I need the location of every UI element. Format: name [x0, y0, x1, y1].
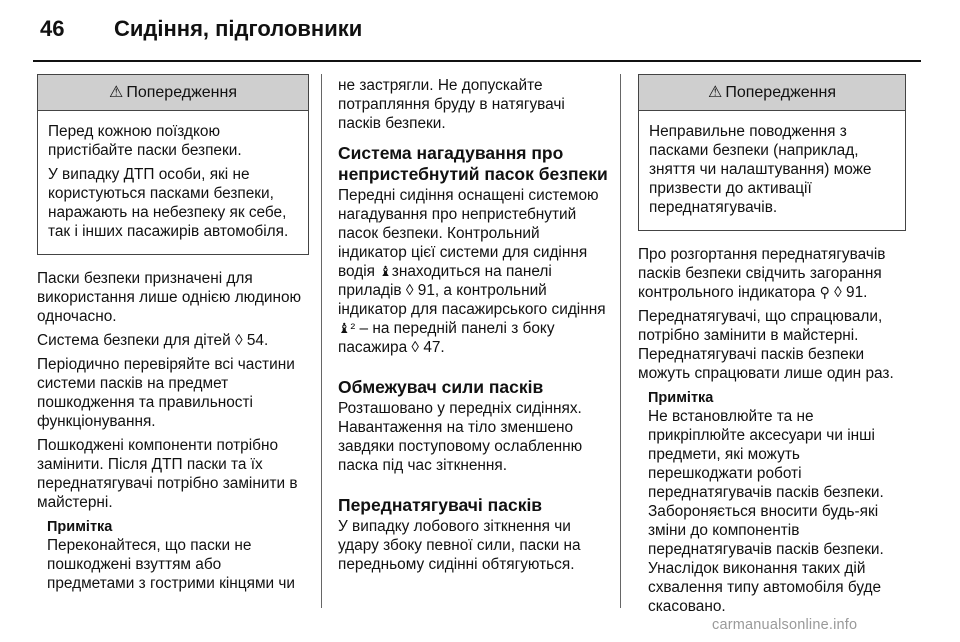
- text-fragment: ◊ 91.: [829, 284, 868, 301]
- column-1: [37, 74, 309, 593]
- warning-text: У випадку ДТП особи, які не користуються пасками безпеки, наражають на небезпеку як себе, так і інших пасажирів автомобіля.: [48, 166, 289, 240]
- warning-box: [638, 74, 906, 231]
- watermark: carmanualsonline.info: [712, 617, 858, 633]
- text-fragment: – на передній панелі з боку пасажира ◊ 47.: [338, 320, 555, 356]
- column-2: [338, 76, 610, 579]
- body-paragraph: Розташовано у передніх сидіннях. Навантаження на тіло зменшено завдяки поступовому ослабленню паска під час зіткнення.: [338, 400, 583, 474]
- column-divider-right: [620, 74, 621, 608]
- warning-header: [639, 75, 905, 111]
- note-box: [37, 518, 309, 593]
- section-heading: Переднатягувачі пасків: [338, 495, 543, 515]
- body-paragraph: Періодично перевіряйте всі частини системи пасків на предмет пошкодження та правильності функціонування.: [37, 356, 295, 430]
- page-title: Сидіння, підголовники: [114, 16, 363, 41]
- airbag-indicator-icon: ⚲: [819, 284, 830, 300]
- body-paragraph: Переднатягувачі, що спрацювали, потрібно замінити в майстерні. Переднатягувачі пасків безпеки можуть спрацювати лише один раз.: [638, 308, 894, 382]
- header-rule: [33, 60, 921, 62]
- column-3: [638, 74, 906, 616]
- page-header: [40, 16, 362, 52]
- warning-text: Перед кожною поїздкою пристібайте паски безпеки.: [48, 123, 242, 159]
- warning-text: Неправильне поводження з пасками безпеки (наприклад, зняття чи налаштування) може призвести до активації переднатягувачів.: [649, 123, 872, 216]
- section-heading: Система нагадування про непристебнутий пасок безпеки: [338, 143, 608, 184]
- seatbelt-driver-icon: ♝: [379, 263, 392, 279]
- text-fragment: знаходиться на панелі приладів ◊ 91, а контрольний індикатор для пасажирського сидіння: [338, 263, 606, 318]
- text-fragment: Про розгортання переднатягувачів пасків безпеки свідчить загорання контрольного індикатора: [638, 246, 886, 301]
- body-paragraph: [338, 186, 610, 357]
- warning-body: [639, 111, 905, 230]
- text-fragment: Передні сидіння оснащені системою нагадування про непристебнутий пасок безпеки. Контрольний індикатор цієї системи для сидіння водія: [338, 187, 599, 280]
- page-number: 46: [40, 16, 65, 41]
- body-paragraph: У випадку лобового зіткнення чи удару збоку певної сили, паски на передньому сидінні обтягуються.: [338, 518, 581, 573]
- warning-title: Попередження: [725, 84, 837, 101]
- note-box: [638, 389, 906, 616]
- body-paragraph: Система безпеки для дітей ◊ 54.: [37, 332, 269, 349]
- section-heading: Обмежувач сили пасків: [338, 377, 544, 397]
- body-paragraph: Паски безпеки призначені для використання лише однією людиною одночасно.: [37, 270, 302, 325]
- warning-triangle-icon: ⚠: [707, 84, 723, 101]
- warning-header: [38, 75, 308, 111]
- warning-title: Попередження: [126, 84, 238, 101]
- note-title: Примітка: [648, 390, 714, 406]
- seatbelt-passenger-icon: ♝²: [338, 320, 356, 336]
- body-paragraph: [638, 245, 906, 302]
- note-text: Переконайтеся, що паски не пошкоджені взуттям або предметами з гострими кінцями чи: [47, 537, 296, 592]
- warning-body: [38, 111, 308, 254]
- continued-paragraph: не застрягли. Не допускайте потрапляння бруду в натягувачі пасків безпеки.: [338, 77, 565, 132]
- note-text: Не встановлюйте та не прикріплюйте аксесуари чи інші предмети, які можуть перешкоджати роботі переднатягувачів пасків безпеки. Забороняється вносити будь-які зміни до компонентів переднатягувачів пасків безпеки. Унаслідок виконання таких дій схвалення типу автомобіля буде скасовано.: [648, 408, 884, 615]
- body-paragraph: Пошкоджені компоненти потрібно замінити. Після ДТП паски та їх переднатягувачі потрібно замінити в майстерні.: [37, 437, 298, 511]
- column-divider-left: [321, 74, 322, 608]
- warning-triangle-icon: ⚠: [108, 84, 124, 101]
- note-title: Примітка: [47, 519, 113, 535]
- warning-box: [37, 74, 309, 255]
